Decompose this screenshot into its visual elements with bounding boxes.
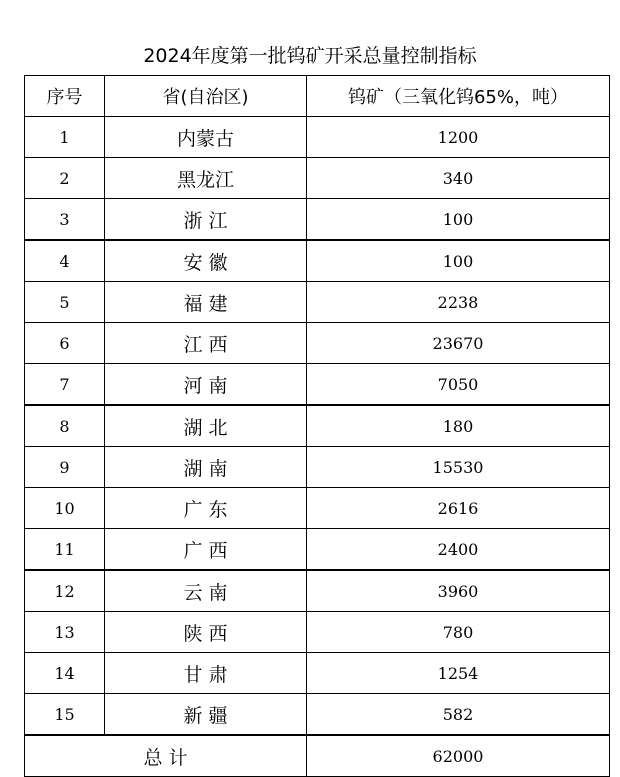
row-no: 12 <box>25 570 105 612</box>
row-value: 1200 <box>307 117 610 158</box>
row-no: 1 <box>25 117 105 158</box>
row-value: 180 <box>307 405 610 447</box>
page-title: 2024年度第一批钨矿开采总量控制指标 <box>143 45 477 67</box>
table-row <box>25 653 610 694</box>
row-province: 新 疆 <box>105 694 307 736</box>
row-no: 5 <box>25 282 105 323</box>
row-no: 11 <box>25 529 105 571</box>
row-province: 湖 南 <box>105 447 307 488</box>
row-no: 8 <box>25 405 105 447</box>
row-value: 340 <box>307 158 610 199</box>
table-row <box>25 364 610 406</box>
row-value: 15530 <box>307 447 610 488</box>
row-province: 湖 北 <box>105 405 307 447</box>
row-value: 23670 <box>307 323 610 364</box>
row-no: 2 <box>25 158 105 199</box>
row-province: 内蒙古 <box>105 117 307 158</box>
total-value: 62000 <box>307 735 610 777</box>
table-row <box>25 529 610 571</box>
table-header-row <box>25 76 610 117</box>
table-row <box>25 447 610 488</box>
row-value: 100 <box>307 240 610 282</box>
row-no: 9 <box>25 447 105 488</box>
table-row <box>25 488 610 529</box>
row-no: 10 <box>25 488 105 529</box>
row-province: 陕 西 <box>105 612 307 653</box>
table-row <box>25 282 610 323</box>
row-no: 14 <box>25 653 105 694</box>
row-no: 13 <box>25 612 105 653</box>
row-province: 江 西 <box>105 323 307 364</box>
row-province: 广 西 <box>105 529 307 571</box>
total-row <box>25 735 610 777</box>
row-province: 福 建 <box>105 282 307 323</box>
row-province: 浙 江 <box>105 199 307 241</box>
row-province: 甘 肃 <box>105 653 307 694</box>
table-row <box>25 570 610 612</box>
header-no: 序号 <box>25 76 105 117</box>
row-value: 100 <box>307 199 610 241</box>
row-no: 15 <box>25 694 105 736</box>
table-row <box>25 405 610 447</box>
table-row <box>25 199 610 241</box>
row-province: 安 徽 <box>105 240 307 282</box>
table-row <box>25 158 610 199</box>
table-row <box>25 240 610 282</box>
row-value: 582 <box>307 694 610 736</box>
table-row <box>25 694 610 736</box>
total-label: 总 计 <box>25 735 307 777</box>
row-no: 3 <box>25 199 105 241</box>
row-no: 7 <box>25 364 105 406</box>
row-value: 2238 <box>307 282 610 323</box>
row-value: 7050 <box>307 364 610 406</box>
row-value: 3960 <box>307 570 610 612</box>
table-row <box>25 612 610 653</box>
row-province: 广 东 <box>105 488 307 529</box>
row-value: 780 <box>307 612 610 653</box>
row-province: 河 南 <box>105 364 307 406</box>
header-province: 省(自治区) <box>105 76 307 117</box>
row-province: 云 南 <box>105 570 307 612</box>
row-no: 6 <box>25 323 105 364</box>
row-no: 4 <box>25 240 105 282</box>
row-value: 2616 <box>307 488 610 529</box>
table-row <box>25 323 610 364</box>
table-row <box>25 117 610 158</box>
row-value: 2400 <box>307 529 610 571</box>
row-value: 1254 <box>307 653 610 694</box>
quota-table <box>24 75 610 777</box>
row-province: 黑龙江 <box>105 158 307 199</box>
header-value: 钨矿（三氧化钨65%，吨） <box>307 76 610 117</box>
